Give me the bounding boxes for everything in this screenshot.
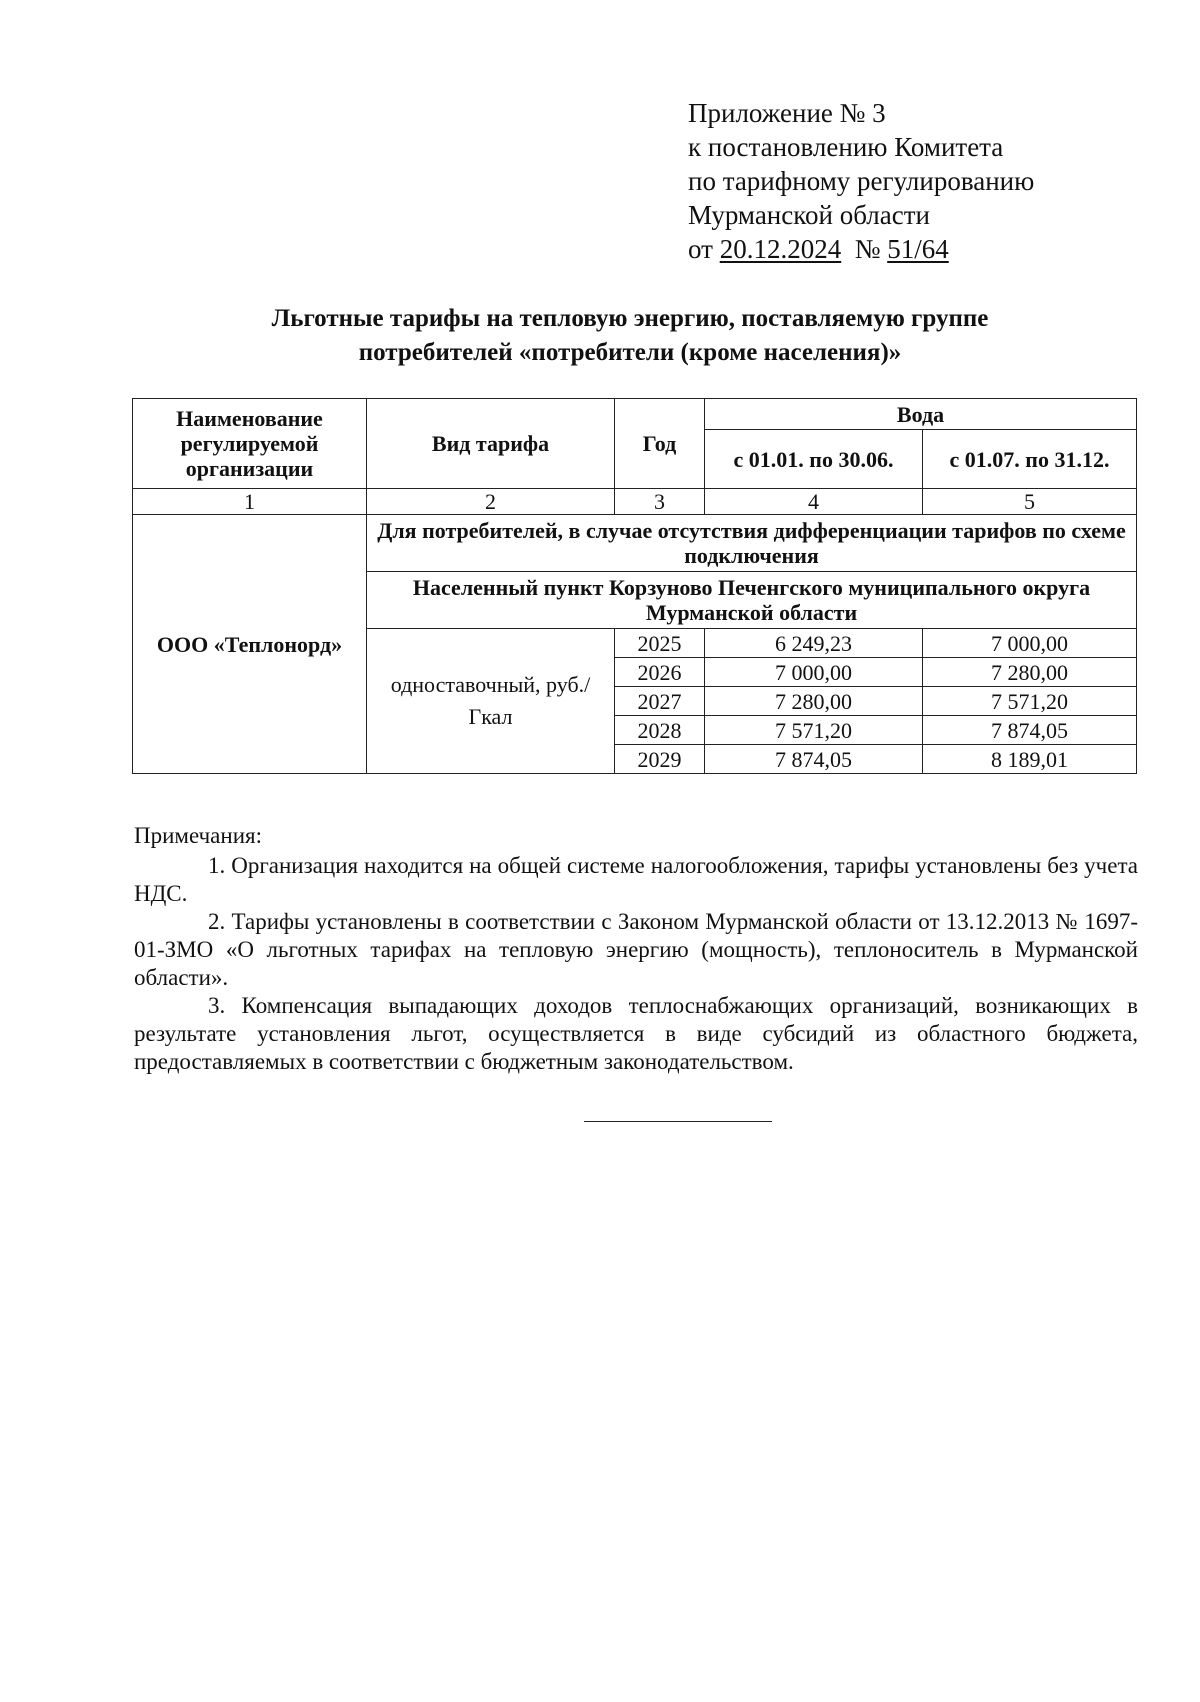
note-item-1: 1. Организация находится на общей системе налогообложения, тарифы установлены без учета НДС. [134,853,1138,906]
appendix-date-line [688,232,1034,266]
title-line-2: потребителей «потребители (кроме населения)» [358,339,902,366]
header-period-2: с 01.07. по 31.12. [923,430,1137,489]
group-note-row [133,515,1137,572]
header-row-1 [133,399,1137,430]
tariff-kind: одноставочный, руб./Гкал [367,629,615,774]
appendix-committee: по тарифному регулированию [688,166,1035,196]
row-period-2-value: 7 571,20 [923,687,1137,716]
appendix-reference [688,96,1034,266]
row-period-1-value: 7 280,00 [705,687,923,716]
column-number-row [133,489,1137,515]
appendix-region: Мурманской области [688,200,930,230]
row-period-2-value: 8 189,01 [923,745,1137,774]
row-year: 2028 [615,716,705,745]
tariff-table [132,398,1137,774]
notes-heading: Примечания: [134,823,262,848]
row-period-1-value: 7 874,05 [705,745,923,774]
header-year: Год [615,399,705,489]
row-year: 2026 [615,658,705,687]
note-item-2: 2. Тарифы установлены в соответствии с Законом Мурманской области от 13.12.2013 № 1697-01-ЗМО «О льготных тарифах на тепловую энергию (мощность), теплоноситель в Мурманской области». [134,909,1138,990]
appendix-number: Приложение № 3 [688,98,886,128]
header-water: Вода [705,399,1137,430]
column-number: 2 [367,489,615,515]
resolution-date: 20.12.2024 [719,234,842,264]
column-number: 1 [133,489,367,515]
row-period-2-value: 7 874,05 [923,716,1137,745]
row-year: 2029 [615,745,705,774]
number-prefix: № [841,234,888,264]
row-period-1-value: 6 249,23 [705,629,923,658]
appendix-resolution: к постановлению Комитета [688,132,1004,162]
column-number: 3 [615,489,705,515]
header-period-1: с 01.01. по 30.06. [705,430,923,489]
organization-name: ООО «Теплонорд» [133,515,367,774]
column-number: 5 [923,489,1137,515]
notes-section [134,822,1138,1076]
row-period-2-value: 7 000,00 [923,629,1137,658]
date-prefix: от [688,234,720,264]
note-item-3: 3. Компенсация выпадающих доходов теплоснабжающих организаций, возникающих в результате установления льгот, осуществляется в виде субсидий из областного бюджета, предоставляемых в соответствии с бюджетным законодательством. [134,993,1138,1074]
locality-name: Населенный пункт Корзуново Печенгского муниципального округа Мурманской области [367,572,1137,629]
group-note: Для потребителей, в случае отсутствия дифференциации тарифов по схеме подключения [367,515,1137,572]
row-year: 2027 [615,687,705,716]
row-period-1-value: 7 571,20 [705,716,923,745]
header-org: Наименование регулируемой организации [133,399,367,489]
row-period-1-value: 7 000,00 [705,658,923,687]
closing-divider [584,1121,772,1122]
document-title [130,302,1130,370]
resolution-number: 51/64 [887,234,949,264]
header-tariff-type: Вид тарифа [367,399,615,489]
title-line-1: Льготные тарифы на тепловую энергию, поставляемую группе [271,305,989,332]
column-number: 4 [705,489,923,515]
row-year: 2025 [615,629,705,658]
row-period-2-value: 7 280,00 [923,658,1137,687]
